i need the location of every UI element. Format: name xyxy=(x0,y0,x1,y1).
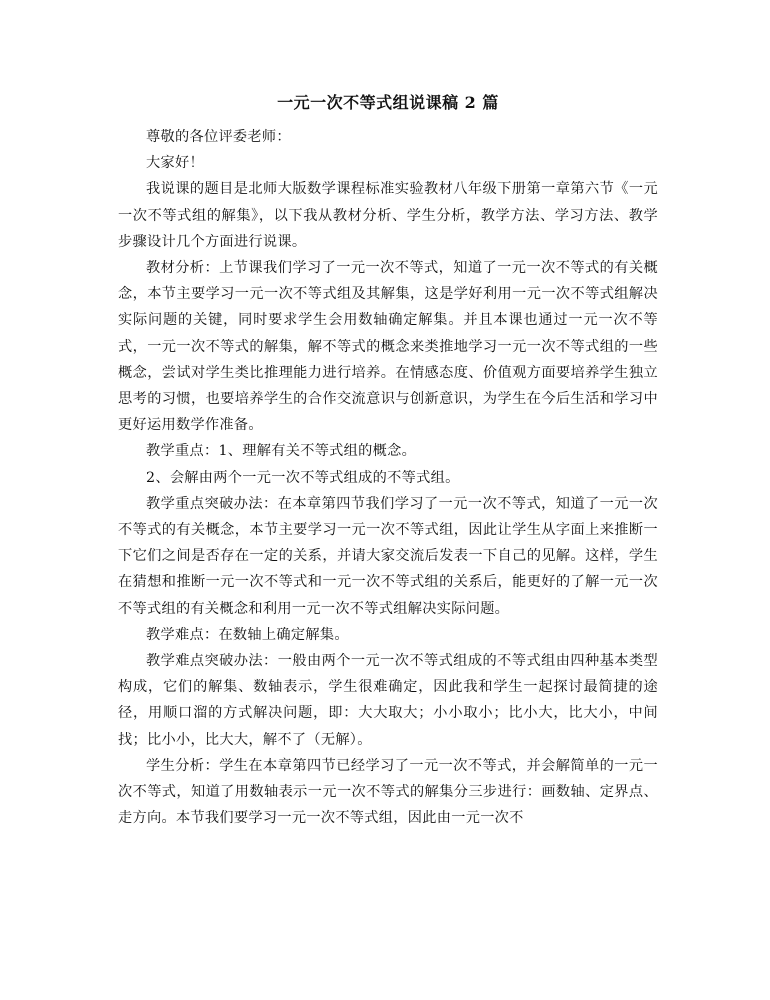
focus-breakthrough-paragraph: 教学重点突破办法：在本章第四节我们学习了一元一次不等式，知道了一元一次不等式的有关概念，本节主要学习一元一次不等式组，因此让学生从字面上来推断一下它们之间是否存在一定的关系，并请大家交流后发表一下自己的见解。这样，学生在猜想和推断一元一次不等式和一元一次不等式组的关系后，能更好的了解一元一次不等式组的有关概念和利用一元一次不等式组解决实际问题。 xyxy=(118,495,658,617)
topic-paragraph: 我说课的题目是北师大版数学课程标准实验教材八年级下册第一章第六节《一元一次不等式组的解集》，以下我从教材分析、学生分析，教学方法、学习方法、教学步骤设计几个方面进行说课。 xyxy=(118,181,658,250)
textbook-analysis-paragraph: 教材分析：上节课我们学习了一元一次不等式，知道了一元一次不等式的有关概念，本节主要学习一元一次不等式组及其解集，这是学好利用一元一次不等式组解决实际问题的关键，同时要求学生会用数轴确定解集。并且本课也通过一元一次不等式，一元一次不等式的解集，解不等式的概念来类推地学习一元一次不等式组的一些概念，尝试对学生类比推理能力进行培养。在情感态度、价值观方面要培养学生独立思考的习惯，也要培养学生的合作交流意识与创新意识，为学生在今后生活和学习中更好运用数学作准备。 xyxy=(118,260,658,434)
teaching-focus-paragraph: 教学重点：1、理解有关不等式组的概念。 xyxy=(146,443,417,460)
document-title: 一元一次不等式组说课稿 2 篇 xyxy=(277,93,499,112)
document-page xyxy=(118,92,658,831)
teaching-focus-item-2: 2、会解由两个一元一次不等式组成的不等式组。 xyxy=(146,469,460,486)
difficulty-breakthrough-paragraph: 教学难点突破办法：一般由两个一元一次不等式组成的不等式组由四种基本类型构成，它们的解集、数轴表示，学生很难确定，因此我和学生一起探讨最简捷的途径，用顺口溜的方式解决问题，即：大大取大；小小取小；比小大，比大小，中间找；比小小，比大大，解不了（无解）。 xyxy=(118,653,658,748)
hello-paragraph: 大家好！ xyxy=(146,155,204,172)
greeting-paragraph: 尊敬的各位评委老师： xyxy=(146,129,291,145)
student-analysis-paragraph: 学生分析：学生在本章第四节已经学习了一元一次不等式，并会解简单的一元一次不等式，知道了用数轴表示一元一次不等式的解集分三步进行：画数轴、定界点、走方向。本节我们要学习一元一次不等式组，因此由一元一次不 xyxy=(118,757,658,827)
teaching-difficulty-paragraph: 教学难点：在数轴上确定解集。 xyxy=(146,626,349,643)
